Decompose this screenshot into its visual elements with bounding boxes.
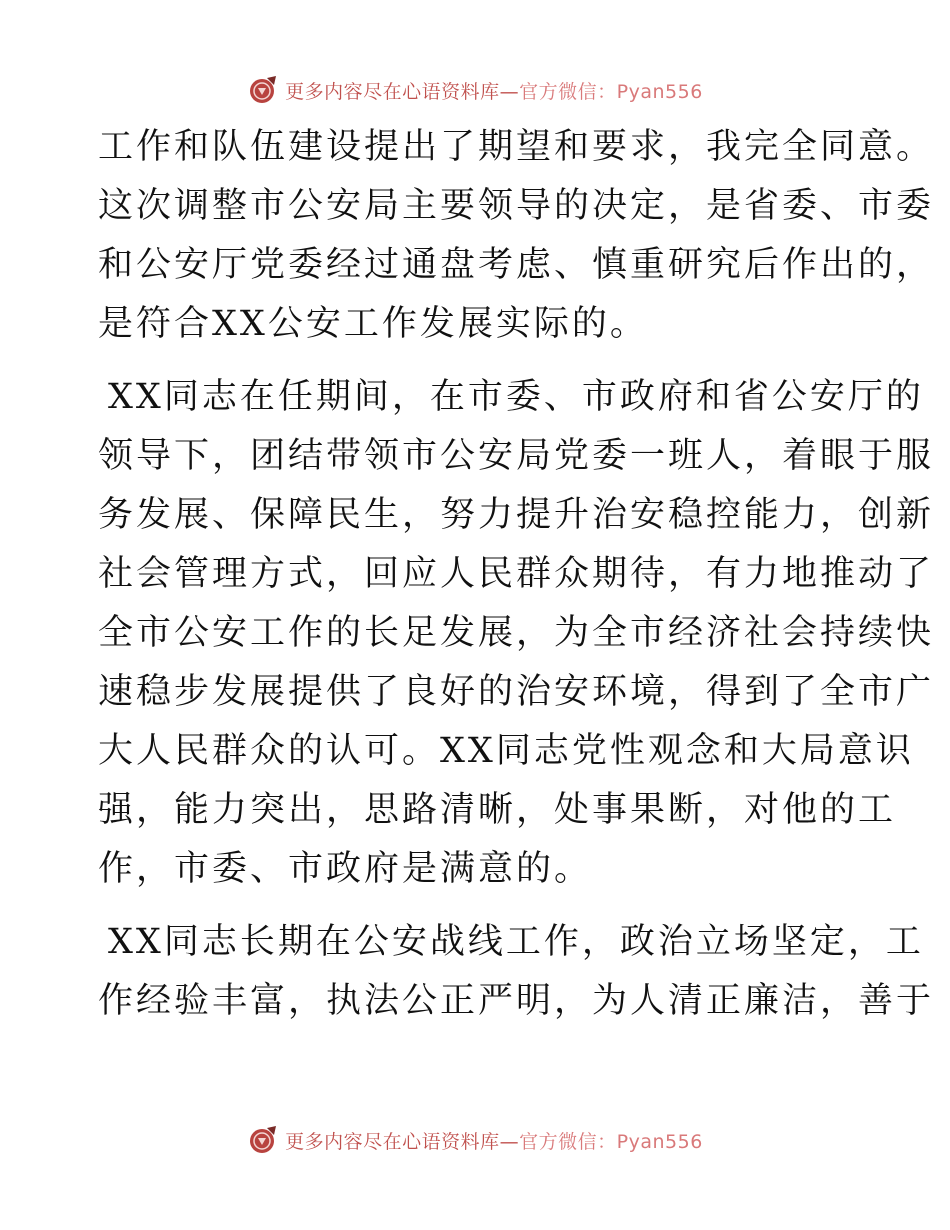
- text-line: 和公安厅党委经过通盘考虑、慎重研究后作出的，: [98, 245, 935, 285]
- text-line: 全市公安工作的长足发展，为全市经济社会持续快: [98, 613, 935, 653]
- paragraph-1: [98, 118, 935, 354]
- header-banner-text: 更多内容尽在心语资料库—: [285, 80, 520, 103]
- text-line: XX同志长期在公安战线工作，政治立场坚定，工: [108, 922, 924, 962]
- footer-banner-wechat: 官方微信：Pyan556: [519, 1130, 703, 1153]
- document-body: [98, 118, 935, 1045]
- text-line: 作，市委、市政府是满意的。: [98, 849, 593, 889]
- text-line: 作经验丰富，执法公正严明，为人清正廉洁，善于: [98, 981, 935, 1021]
- footer-banner: [0, 1120, 950, 1160]
- red-wax-seal-logo-icon: [247, 74, 279, 106]
- text-line: 是符合XX公安工作发展实际的。: [98, 304, 648, 344]
- header-banner-wechat: 官方微信：Pyan556: [519, 80, 703, 103]
- text-line: 速稳步发展提供了良好的治安环境，得到了全市广: [98, 672, 935, 712]
- text-line: 工作和队伍建设提出了期望和要求，我完全同意。: [98, 127, 935, 167]
- paragraph-2: [98, 368, 935, 899]
- text-line: 社会管理方式，回应人民群众期待，有力地推动了: [98, 554, 935, 594]
- text-line: XX同志在任期间，在市委、市政府和省公安厅的: [108, 377, 924, 417]
- header-banner: [0, 70, 950, 110]
- footer-banner-text: 更多内容尽在心语资料库—: [285, 1130, 520, 1153]
- text-line: 务发展、保障民生，努力提升治安稳控能力，创新: [98, 495, 935, 535]
- text-line: 大人民群众的认可。XX同志党性观念和大局意识: [98, 731, 914, 771]
- text-line: 领导下，团结带领市公安局党委一班人，着眼于服: [98, 436, 935, 476]
- text-line: 这次调整市公安局主要领导的决定，是省委、市委: [98, 186, 935, 226]
- red-wax-seal-logo-icon: [247, 1124, 279, 1156]
- paragraph-3: [98, 913, 935, 1031]
- text-line: 强，能力突出，思路清晰，处事果断，对他的工: [98, 790, 897, 830]
